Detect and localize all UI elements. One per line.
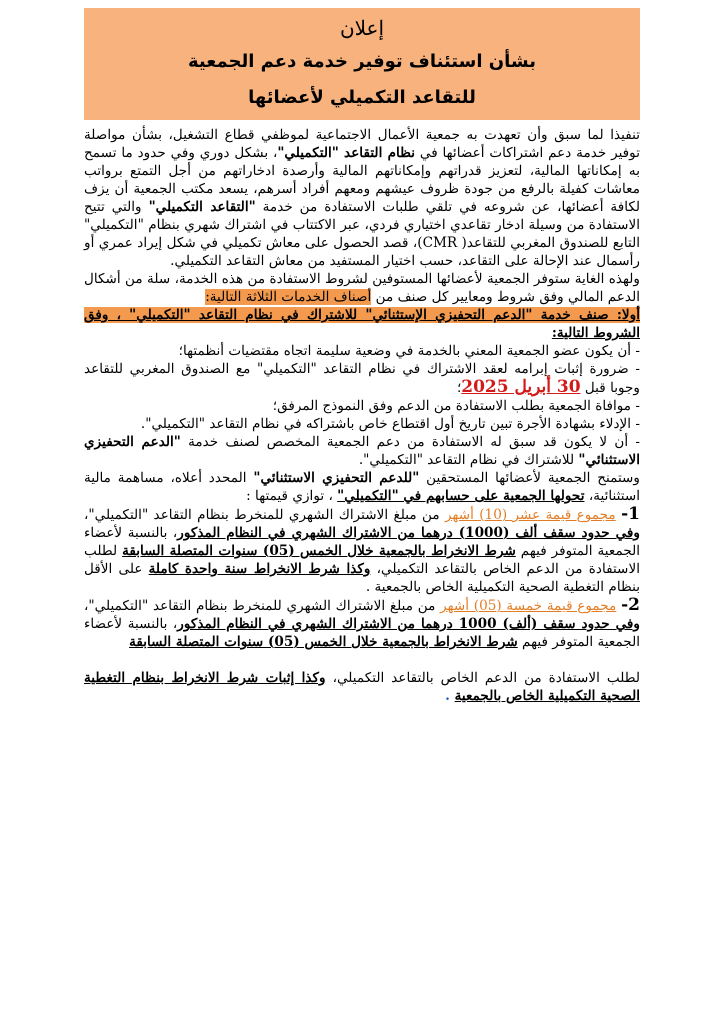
subject-line-1: بشأن استئناف توفير خدمة دعم الجمعية: [188, 51, 536, 72]
item-1-condition-2: وكذا شرط الانخراط سنة واحدة كاملة: [148, 561, 371, 577]
subject-line-2: للتقاعد التكميلي لأعضائها: [248, 87, 476, 108]
condition-5-text: - أن لا يكون قد سبق له الاستفادة من دعم الجمعية المخصص لصنف خدمة: [180, 434, 640, 450]
grant-bold: "للدعم التحفيزي الاستثنائي": [253, 470, 420, 486]
item-1-number: 1-: [621, 504, 640, 524]
item-1-text-2: ، بالنسبة لأعضاء الجمعية المتوفر فيهم: [84, 525, 641, 559]
condition-2-text: - ضرورة إثبات إبرامه لعقد الاشتراك في نظام التقاعد "التكميلي" مع الصندوق المغربي للتقاعد وجوبا قبل: [84, 361, 640, 396]
item-2-text-2: ، بالنسبة لأعضاء الجمعية المتوفر فيهم: [84, 616, 640, 650]
condition-5-end: للاشتراك في نظام التقاعد "التكميلي".: [358, 452, 579, 468]
item-2-ceiling: وفي حدود سقف (ألف) 1000 درهما من الاشتراك الشهري في النظام المذكور: [177, 616, 640, 632]
condition-3: - موافاة الجمعية بطلب الاستفادة من الدعم وفق النموذج المرفق؛: [272, 398, 640, 414]
item-1-end: على الأقل بنظام التغطية الصحية التكميلية الخاص بالجمعية .: [84, 561, 640, 595]
item-2-number: 2-: [621, 595, 640, 615]
grant-end: ، توازي قيمتها :: [246, 488, 338, 504]
benefit-item-1: [84, 505, 640, 596]
item-2-amount: مجموع قيمة خمسة (05) أشهر: [440, 598, 617, 614]
item-1-amount: مجموع قيمة عشر (10) أشهر: [444, 507, 616, 523]
intro-text-2: ، بشكل دوري وفي حدود ما تسمح به إمكاناتها المالية، لتعزيز قدراتهم وإمكاناتهم المالية وأرصدة ادخاراتهم من أجل التمتع برواتب معاشات كفيلة بالرفع من جودة ظروف عيشهم ومعهم أفراد أسرهم، يسعد مكتب الجمعية أن يزف لكافة أعضائها، عن شروعه في تلقي طلبات الاستفادة من خدمة: [84, 145, 640, 215]
condition-1: - أن يكون عضو الجمعية المعني بالخدمة في وضعية سليمة اتجاه مقتضيات أنظمتها؛: [178, 343, 640, 359]
grant-transfer: تحولها الجمعية على حسابهم في "التكميلي": [337, 488, 585, 504]
closing-dot: .: [445, 688, 455, 704]
intro-bold-service: "التقاعد التكميلي": [148, 199, 256, 215]
section-1-title-tail: الشروط التالية:: [551, 325, 640, 341]
item-1-ceiling: وفي حدود سقف ألف (1000) درهما من الاشتراك الشهري في النظام المذكور: [177, 525, 640, 541]
condition-5-bold: "الدعم التحفيزي الاستثنائي": [84, 434, 640, 468]
closing-paragraph: [84, 669, 640, 705]
item-1-condition: شرط الانخراط بالجمعية خلال الخمس (05) سنوات المتصلة السابقة: [122, 543, 516, 559]
grant-paragraph: [84, 469, 640, 505]
item-2-condition: شرط الانخراط بالجمعية خلال الخمس (05) سنوات المتصلة السابقة: [129, 634, 518, 650]
condition-5: [84, 433, 640, 469]
intro-paragraph: [84, 126, 640, 270]
services-highlight: أصناف الخدمات الثلاثة التالية:: [205, 289, 372, 305]
item-1-text: من مبلغ الاشتراك الشهري للمنخرط بنظام التقاعد "التكميلي"،: [84, 507, 445, 523]
document-body: [84, 126, 640, 705]
intro-text: تنفيذا لما سبق وأن تعهدت به جمعية الأعمال الاجتماعية لموظفي قطاع التشغيل، بشأن مواصلة توفير خدمة دعم اشتراكات أعضائها في: [84, 127, 640, 161]
grant-text: وستمنح الجمعية لأعضائها المستحقين: [419, 470, 640, 486]
services-text: ولهذه الغاية ستوفر الجمعية لأعضائها المستوفين لشروط الاستفادة من هذه الخدمة، سلة من أشكال الدعم المالي وفق شروط ومعايير كل صنف من: [84, 271, 640, 305]
closing-bold: وكذا إثبات شرط الانخراط بنظام التغطية الصحية التكميلية الخاص بالجمعية: [84, 670, 640, 704]
grant-text-2: المحدد أعلاه، مساهمة مالية استثنائية،: [84, 470, 640, 504]
announcement-label: إعلان: [339, 16, 385, 40]
condition-2-end: ؛: [456, 380, 462, 396]
services-paragraph: [84, 270, 640, 306]
deadline-date: 30 أبريل 2025: [461, 377, 581, 397]
intro-bold-system: نظام التقاعد "التكميلي": [277, 145, 416, 161]
section-1-title: [84, 306, 640, 342]
item-2-text: من مبلغ الاشتراك الشهري للمنخرط بنظام التقاعد "التكميلي"،: [84, 598, 441, 614]
item-1-text-3: لطلب الاستفادة من الدعم الخاص بالتقاعد التكميلي،: [84, 543, 640, 577]
condition-4: - الإدلاء بشهادة الأجرة تبين تاريخ أول اقتطاع خاص باشتراكه في نظام التقاعد "التكميلي".: [140, 416, 640, 432]
announcement-header: [84, 8, 640, 120]
spacer: [84, 651, 640, 669]
closing-text: لطلب الاستفادة من الدعم الخاص بالتقاعد التكميلي،: [325, 670, 641, 686]
condition-2: [84, 360, 640, 397]
intro-text-3: والتي تتيح الاستفادة من وسيلة ادخار تقاعدي اختياري فردي، عبر الاكتتاب في اشتراك شهري بنظام "التكميلي" التابع للصندوق المغربي للتقاعد( CMR)، قصد الحصول على معاش تكميلي في شكل إيراد عمري أو رأسمال عند الإحالة على التقاعد، حسب اختيار المستفيد من معاش التقاعد التكميلي.: [84, 199, 640, 269]
section-1-title-highlight: أولا: صنف خدمة "الدعم التحفيزي الإستثنائي" للاشتراك في نظام التقاعد "التكميلي" ، وفق: [84, 307, 640, 323]
benefit-item-2: [84, 596, 640, 651]
